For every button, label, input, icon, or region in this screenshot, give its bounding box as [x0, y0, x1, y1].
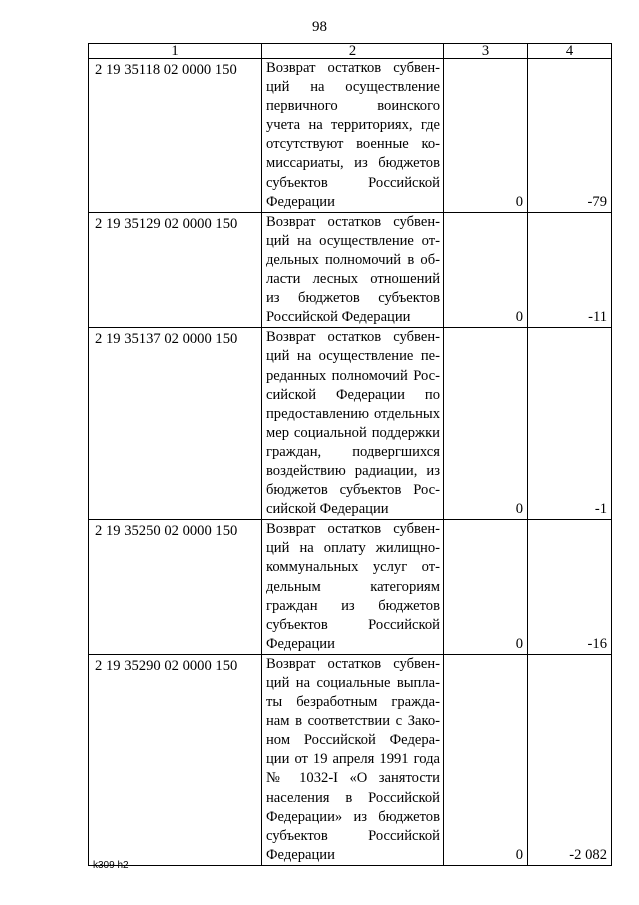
- value-cell-col4: -1: [528, 328, 612, 520]
- description-line: дельным категориям: [266, 578, 440, 595]
- description-line: Российской Федерации: [266, 309, 411, 326]
- description-cell: [262, 59, 444, 213]
- table-row: [89, 212, 612, 328]
- description-line: граждан, подвергшихся: [266, 443, 440, 460]
- description-line: населения в Российской: [266, 789, 440, 806]
- column-header-1: 1: [89, 44, 262, 59]
- description-cell: [262, 520, 444, 655]
- description-line: Возврат остатков субвен-: [266, 521, 440, 538]
- description-line: ций на осуществление пе-: [266, 348, 440, 365]
- description-line: субъектов Российской: [266, 616, 440, 633]
- description-line: Возврат остатков субвен-: [266, 60, 440, 76]
- column-header-2: 2: [262, 44, 444, 59]
- footer-code: k309 h2: [93, 860, 129, 871]
- description-line: дельных полномочий в об-: [266, 251, 440, 268]
- description-line: сийской Федерации: [266, 501, 389, 518]
- budget-table: [88, 43, 612, 866]
- description-line: № 1032-I «О занятости: [266, 770, 440, 787]
- description-line: Федерации» из бюджетов: [266, 808, 440, 825]
- description-line: нам в соответствии с Зако-: [266, 713, 440, 730]
- description-line: воздействию радиации, из: [266, 462, 440, 479]
- description-line: сийской Федерации по: [266, 386, 440, 403]
- table-row: [89, 520, 612, 655]
- value-cell-col3: 0: [444, 328, 528, 520]
- value-cell-col3: 0: [444, 212, 528, 328]
- value-cell-col4: -2 082: [528, 654, 612, 865]
- page-number: 98: [312, 19, 327, 35]
- description-line: ций на осуществление: [266, 79, 440, 96]
- column-header-3: 3: [444, 44, 528, 59]
- value-cell-col3: 0: [444, 654, 528, 865]
- value-cell-col4: -16: [528, 520, 612, 655]
- description-line: Федерации: [266, 193, 335, 210]
- description-line: ции от 19 апреля 1991 года: [266, 751, 440, 768]
- description-line: субъектов Российской: [266, 827, 440, 844]
- description-line: граждан из бюджетов: [266, 597, 440, 614]
- value-cell-col4: -79: [528, 59, 612, 213]
- description-line: Возврат остатков субвен-: [266, 655, 440, 672]
- description-cell: [262, 328, 444, 520]
- description-line: первичного воинского: [266, 98, 440, 115]
- description-line: коммунальных услуг от-: [266, 559, 440, 576]
- description-cell: [262, 212, 444, 328]
- header-row: [89, 44, 612, 59]
- description-line: Федерации: [266, 635, 335, 652]
- budget-code-cell: 2 19 35129 02 0000 150: [89, 212, 262, 328]
- description-line: ций на осуществление от-: [266, 232, 440, 249]
- value-cell-col3: 0: [444, 59, 528, 213]
- description-line: учета на территориях, где: [266, 117, 440, 134]
- description-line: из бюджетов субъектов: [266, 290, 440, 307]
- table-row: [89, 654, 612, 865]
- description-line: ций на оплату жилищно-: [266, 540, 440, 557]
- description-line: субъектов Российской: [266, 174, 440, 191]
- description-cell: [262, 654, 444, 865]
- description-line: Возврат остатков субвен-: [266, 213, 440, 230]
- description-line: ном Российской Федера-: [266, 732, 440, 749]
- description-line: Возврат остатков субвен-: [266, 329, 440, 346]
- description-line: ций на социальные выпла-: [266, 675, 440, 691]
- table-row: [89, 59, 612, 213]
- budget-code-cell: 2 19 35250 02 0000 150: [89, 520, 262, 655]
- description-line: бюджетов субъектов Рос-: [266, 482, 440, 499]
- budget-code-cell: 2 19 35137 02 0000 150: [89, 328, 262, 520]
- column-header-4: 4: [528, 44, 612, 59]
- budget-code-cell: 2 19 35290 02 0000 150: [89, 654, 262, 865]
- description-line: миссариаты, из бюджетов: [266, 155, 440, 172]
- description-line: реданных полномочий Рос-: [266, 367, 440, 384]
- description-line: отсутствуют военные ко-: [266, 136, 440, 153]
- description-line: ты безработным гражда-: [266, 694, 440, 711]
- value-cell-col3: 0: [444, 520, 528, 655]
- description-line: Федерации: [266, 846, 335, 863]
- value-cell-col4: -11: [528, 212, 612, 328]
- description-line: мер социальной поддержки: [266, 424, 440, 441]
- table-row: [89, 328, 612, 520]
- budget-code-cell: 2 19 35118 02 0000 150: [89, 59, 262, 213]
- description-line: предоставлению отдельных: [266, 405, 440, 422]
- description-line: ласти лесных отношений: [266, 271, 440, 288]
